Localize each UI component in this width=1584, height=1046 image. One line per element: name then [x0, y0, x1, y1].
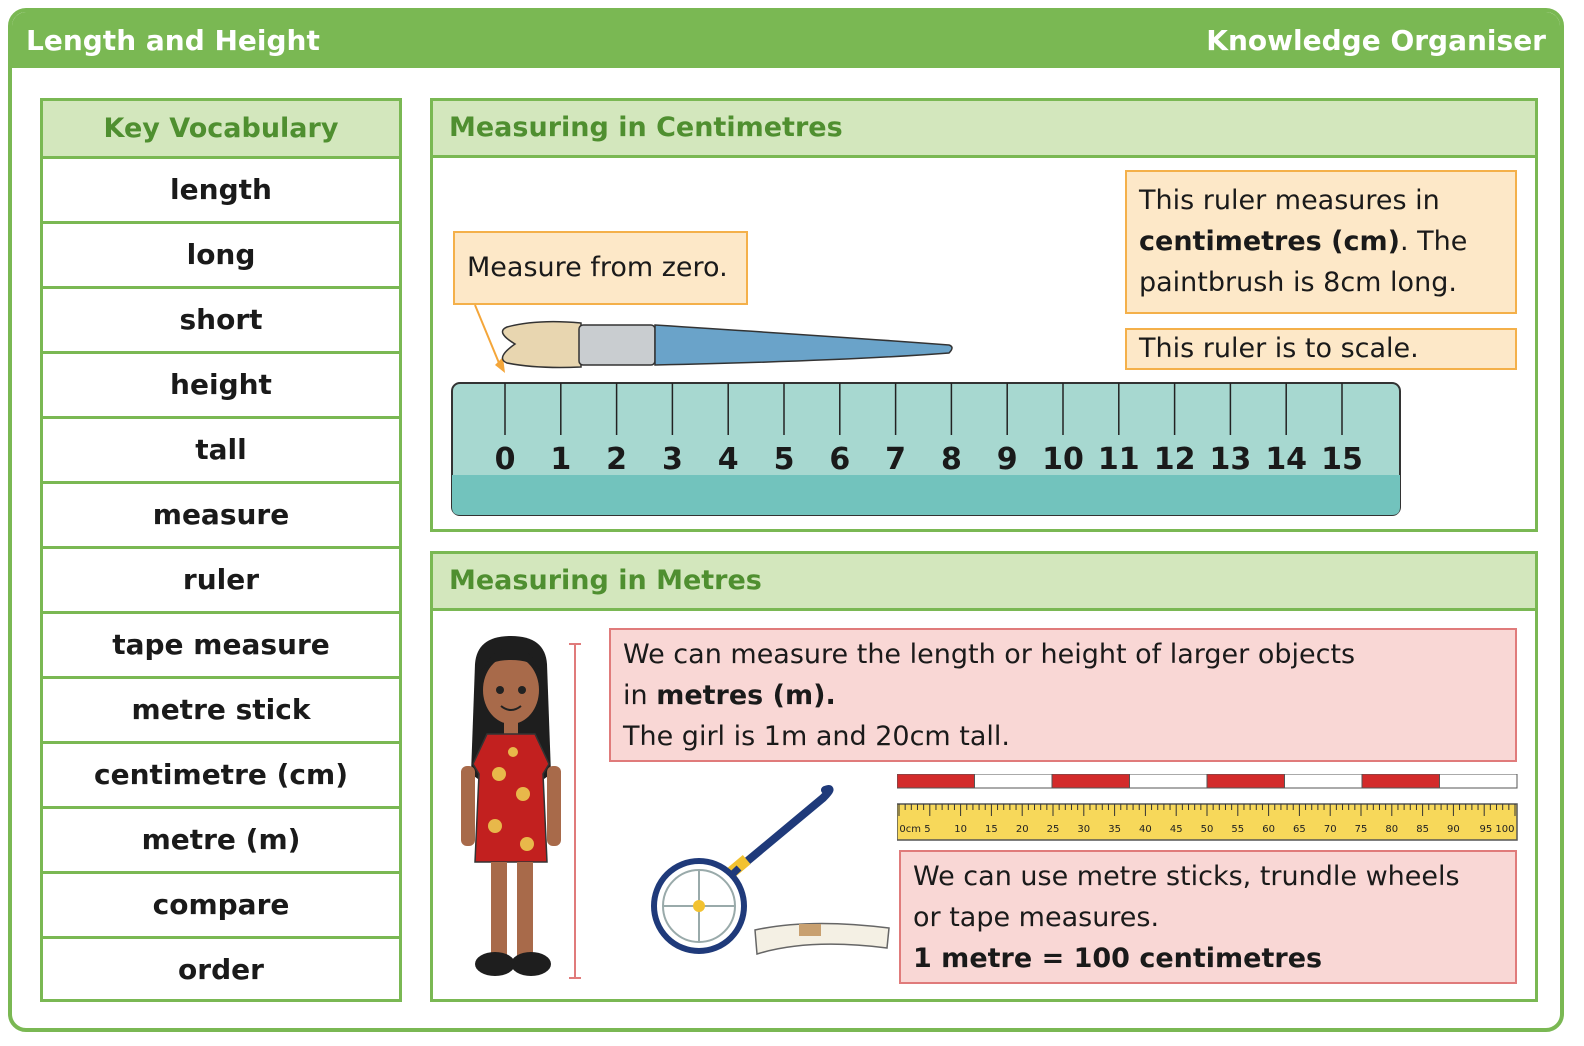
metres-term: metres (m). — [656, 680, 836, 711]
metre-conversion: 1 metre = 100 centimetres — [913, 943, 1323, 974]
knowledge-organiser — [8, 8, 1564, 1032]
stick-label: 60 — [1262, 824, 1275, 835]
tools-info-line3 — [913, 938, 1503, 979]
to-scale-note: This ruler is to scale. — [1125, 328, 1517, 370]
centimetres-panel — [430, 98, 1538, 532]
ruler-number: 9 — [996, 442, 1018, 477]
stick-label: 70 — [1323, 824, 1337, 835]
stripe-segment — [897, 774, 975, 788]
height-marker — [567, 640, 583, 984]
key-vocabulary-panel — [40, 98, 402, 1002]
stick-label: 85 — [1416, 824, 1429, 835]
centimetres-term: centimetres (cm) — [1139, 226, 1400, 257]
vocab-item-length: length — [43, 159, 399, 224]
tools-info-line2: or tape measures. — [913, 902, 1160, 933]
header-bar — [12, 12, 1560, 68]
stick-label: 30 — [1077, 824, 1091, 835]
vocab-item-short: short — [43, 289, 399, 354]
ruler-illustration — [433, 101, 1535, 529]
tools-info-line1: We can use metre sticks, trundle wheels — [913, 861, 1460, 892]
stick-label: 55 — [1231, 824, 1245, 835]
metres-info-line2 — [623, 675, 1503, 716]
vocab-item-compare: compare — [43, 874, 399, 939]
ruler-number: 8 — [940, 442, 962, 477]
ruler-number: 14 — [1265, 442, 1308, 477]
tools-illustration — [639, 778, 899, 978]
ruler-info-line1: This ruler measures in — [1139, 185, 1440, 216]
ruler-number: 3 — [661, 442, 683, 477]
stick-label: 25 — [1046, 824, 1060, 835]
vocab-item-order: order — [178, 953, 264, 986]
ruler-number: 13 — [1209, 442, 1252, 477]
paintbrush-icon — [503, 322, 953, 368]
stripe-segment — [1440, 774, 1518, 788]
vocab-item-long: long — [43, 224, 399, 289]
stick-label: 75 — [1354, 824, 1368, 835]
stripe-segment — [1130, 774, 1208, 788]
stick-label: 50 — [1200, 824, 1214, 835]
vocab-item-measure: measure — [43, 484, 399, 549]
vocab-item-centimetre: centimetre (cm) — [43, 744, 399, 809]
page-subtitle: Knowledge Organiser — [1206, 24, 1546, 57]
ruler-number: 15 — [1321, 442, 1363, 477]
page-title: Length and Height — [26, 24, 320, 57]
stick-label: 40 — [1139, 824, 1152, 835]
centimetres-heading: Measuring in Centimetres — [433, 101, 1535, 158]
stick-label: 10 — [954, 824, 967, 835]
vocab-item-height: height — [43, 354, 399, 419]
ruler-number: 6 — [829, 442, 851, 477]
metre-stick-stripes — [897, 774, 1517, 788]
ruler-number: 7 — [885, 442, 907, 477]
girl-illustration — [447, 634, 577, 988]
ruler-number: 4 — [717, 442, 739, 477]
metres-heading: Measuring in Metres — [433, 554, 1535, 611]
key-vocabulary-heading: Key Vocabulary — [43, 101, 399, 159]
arrow-line — [475, 305, 499, 363]
ruler-number: 0 — [494, 442, 516, 477]
vocab-item-ruler: ruler — [43, 549, 399, 614]
ruler-info-line3: paintbrush is 8cm long. — [1139, 267, 1457, 298]
stripe-segment — [1207, 774, 1285, 788]
vocab-item-metre-stick: metre stick — [43, 679, 399, 744]
tape-measure-icon — [755, 923, 889, 954]
vocab-item-tall: tall — [43, 419, 399, 484]
ruler-info-line2-tail: . The — [1399, 226, 1468, 257]
stripe-segment — [1362, 774, 1440, 788]
stick-label: 15 — [985, 824, 998, 835]
stick-label: 45 — [1169, 824, 1183, 835]
stripe-segment — [1052, 774, 1130, 788]
metres-panel — [430, 551, 1538, 1002]
stick-label: 80 — [1385, 824, 1399, 835]
metres-info-line2-head: in — [623, 680, 657, 711]
ruler-number: 1 — [550, 442, 572, 477]
measure-from-zero-note: Measure from zero. — [453, 231, 748, 305]
ruler-number: 10 — [1042, 442, 1084, 477]
stick-label: 65 — [1293, 824, 1306, 835]
ruler-number: 11 — [1097, 442, 1140, 477]
stick-label: 35 — [1108, 824, 1121, 835]
metres-info-line1: We can measure the length or height of larger objects — [623, 639, 1356, 670]
ruler-number: 2 — [606, 442, 628, 477]
metres-info-box — [609, 628, 1517, 762]
stripe-segment — [975, 774, 1053, 788]
ruler — [452, 383, 1400, 515]
stick-label: 95 100 — [1479, 824, 1515, 835]
stripe-segment — [1285, 774, 1363, 788]
stick-label: 90 — [1447, 824, 1460, 835]
tools-info-box — [899, 850, 1517, 984]
vocab-item-tape-measure: tape measure — [43, 614, 399, 679]
ruler-number: 12 — [1153, 442, 1196, 477]
metres-info-line3: The girl is 1m and 20cm tall. — [623, 721, 1011, 752]
stick-label: 0cm 5 — [899, 824, 931, 835]
ruler-number: 5 — [773, 442, 795, 477]
vocab-item-metre: metre (m) — [43, 809, 399, 874]
stick-label: 20 — [1015, 824, 1029, 835]
girl-icon — [461, 636, 561, 976]
